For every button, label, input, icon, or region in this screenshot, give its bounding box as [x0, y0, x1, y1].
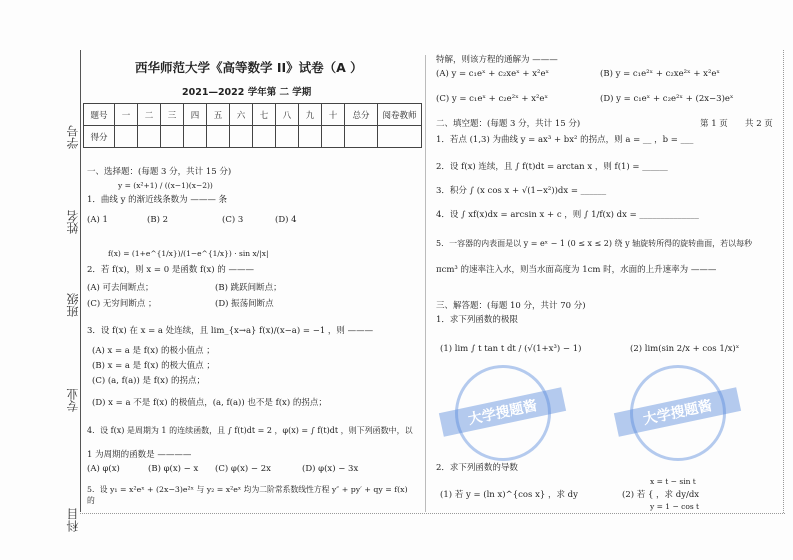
q1-option-b: (B) 2	[147, 215, 168, 225]
table-row-label: 得分	[84, 126, 115, 148]
section-1-heading: 一、选择题：(每题 3 分，共计 15 分)	[87, 167, 232, 177]
table-header-cell: 题号	[84, 104, 115, 126]
solve-2: 2．求下列函数的导数	[436, 463, 518, 473]
table-header-cell: 五	[207, 104, 230, 126]
table-header-cell: 一	[115, 104, 138, 126]
score-cell	[378, 126, 422, 148]
solve-1: 1．求下列函数的极限	[436, 315, 518, 325]
fill-5: 5．一容器的内表面是以 y = eˣ − 1 (0 ≤ x ≤ 2) 绕 y 轴旋转所得的旋转曲面，若以每秒	[436, 239, 753, 248]
question-2: 2．若 f(x)，则 x = 0 是函数 f(x) 的 ———	[87, 265, 254, 275]
score-cell	[207, 126, 230, 148]
q3-option-a: (A) x = a 是 f(x) 的极小值点 ；	[92, 346, 215, 356]
q5-option-c: (C) y = c₁eˣ + c₂e²ˣ + x²eˣ	[436, 94, 549, 104]
solve-2-2-y: y = 1 − cos t	[650, 502, 700, 511]
bottom-border	[80, 513, 785, 514]
right-border	[783, 50, 784, 513]
section-3-heading: 三、解答题：(每题 10 分，共计 70 分)	[436, 301, 586, 311]
solve-2-2-x: x = t − sin t	[650, 477, 696, 486]
solve-1-2: (2) lim(sin 2/x + cos 1/x)ˣ	[630, 344, 740, 354]
q2-option-b: (B) 跳跃间断点；	[215, 283, 282, 293]
column-divider	[425, 55, 426, 512]
fill-1: 1．若点 (1,3) 为曲线 y = ax³ + bx² 的拐点，则 a = __ ，b = ___	[436, 135, 694, 145]
q3-option-b: (B) x = a 是 f(x) 的极大值点 ；	[92, 361, 215, 371]
q1-formula: y = (x²+1) / ((x−1)(x−2))	[118, 181, 213, 190]
score-cell	[230, 126, 253, 148]
exam-title: 西华师范大学《高等数学 II》试卷（A ）	[135, 60, 363, 75]
fill-4: 4．设 ∫ xf(x)dx = arcsin x + c ，则 ∫ 1/f(x) dx = ______________	[436, 210, 699, 220]
score-cell	[276, 126, 299, 148]
binding-label-student-id: 学号	[66, 125, 80, 149]
score-cell	[299, 126, 322, 148]
table-header-cell: 三	[161, 104, 184, 126]
q1-option-d: (D) 4	[275, 215, 297, 225]
q1-option-a: (A) 1	[87, 215, 108, 225]
binding-label-major: 专业	[66, 388, 80, 412]
q3-option-d: (D) x = a 不是 f(x) 的极值点，(a, f(a)) 也不是 f(x) 的拐点；	[92, 398, 327, 408]
binding-label-class: 班级	[66, 293, 80, 317]
score-cell	[345, 126, 378, 148]
q4-option-a: (A) φ(x)	[87, 464, 120, 474]
solve-2-2: (2) 若 { ，求 dy/dx	[622, 490, 700, 500]
fill-5-cont: πcm³ 的速率注入水，则当水面高度为 1cm 时，水面的上升速率为 ———	[436, 265, 717, 275]
q2-option-a: (A) 可去间断点；	[87, 283, 154, 293]
table-header-cell: 二	[138, 104, 161, 126]
semester: 2021—2022 学年第 二 学期	[182, 87, 312, 98]
score-cell	[115, 126, 138, 148]
score-cell	[322, 126, 345, 148]
score-cell	[184, 126, 207, 148]
watermark-text: 大学搜题酱	[439, 387, 566, 436]
table-header-cell: 八	[276, 104, 299, 126]
q1-option-c: (C) 3	[222, 215, 244, 225]
binding-line	[80, 50, 81, 512]
table-header-cell: 九	[299, 104, 322, 126]
page-number: 第 1 页	[700, 119, 728, 129]
table-header-cell: 七	[253, 104, 276, 126]
solve-2-1: (1) 若 y = (ln x)^{cos x} ，求 dy	[440, 490, 578, 500]
q5-option-d: (D) y = c₁eˣ + c₂e²ˣ + (2x−3)eˣ	[600, 94, 734, 104]
question-3: 3．设 f(x) 在 x = a 处连续，且 lim_{x→a} f(x)/(x−a) = −1 ，则 ———	[87, 326, 374, 336]
score-cell	[161, 126, 184, 148]
q5-option-b: (B) y = c₁e²ˣ + c₂xe²ˣ + x²eˣ	[600, 69, 721, 79]
q2-option-c: (C) 无穷间断点 ；	[87, 299, 157, 309]
question-4: 4．设 f(x) 是周期为 1 的连续函数，且 ∫ f(t)dt = 2 ，φ(x) = ∫ f(t)dt ，则下列函数中，以	[87, 426, 413, 435]
q2-formula: f(x) = (1+e^{1/x})/(1−e^{1/x}) · sin x/|x|	[108, 249, 269, 258]
q3-option-c: (C) (a, f(a)) 是 f(x) 的拐点；	[92, 376, 205, 386]
table-header-cell: 总分	[345, 104, 378, 126]
table-header-cell: 六	[230, 104, 253, 126]
q5-continued: 特解，则该方程的通解为 ———	[436, 55, 558, 65]
table-header-cell: 四	[184, 104, 207, 126]
q5-option-a: (A) y = c₁eˣ + c₂xeˣ + x²eˣ	[436, 69, 550, 79]
q2-option-d: (D) 振荡间断点	[215, 299, 274, 309]
question-5: 5．设 y₁ = x²eˣ + (2x−3)e²ˣ 与 y₂ = x²eˣ 均为二阶常系数线性方程 y″ + py′ + qy = f(x) 的	[87, 485, 408, 505]
q4-option-d: (D) φ(x) − 3x	[302, 464, 359, 474]
section-2-heading: 二、填空题：(每题 3 分，共计 15 分)	[436, 119, 581, 129]
page-total: 共 2 页	[745, 119, 773, 129]
score-cell	[138, 126, 161, 148]
table-header-cell: 阅卷教师	[378, 104, 422, 126]
fill-3: 3．积分 ∫ (x cos x + √(1−x²))dx = ______	[436, 186, 607, 196]
score-table	[83, 103, 422, 148]
question-4-cont: 1 为周期的函数是 ————	[87, 450, 192, 460]
score-cell	[253, 126, 276, 148]
solve-1-1: (1) lim ∫ t tan t dt / (√(1+x³) − 1)	[440, 344, 582, 354]
binding-label-name: 姓名	[66, 210, 80, 234]
question-1: 1．曲线 y 的渐近线条数为 ——— 条	[87, 195, 228, 205]
watermark-text-2: 大学搜题酱	[614, 387, 741, 436]
q4-option-c: (C) φ(x) − 2x	[215, 464, 271, 474]
fill-2: 2．设 f(x) 连续，且 ∫ f(t)dt = arctan x ，则 f(1) = ______	[436, 162, 668, 172]
q4-option-b: (B) φ(x) − x	[148, 464, 199, 474]
table-header-cell: 十	[322, 104, 345, 126]
binding-label-subject: 科目	[66, 508, 80, 532]
